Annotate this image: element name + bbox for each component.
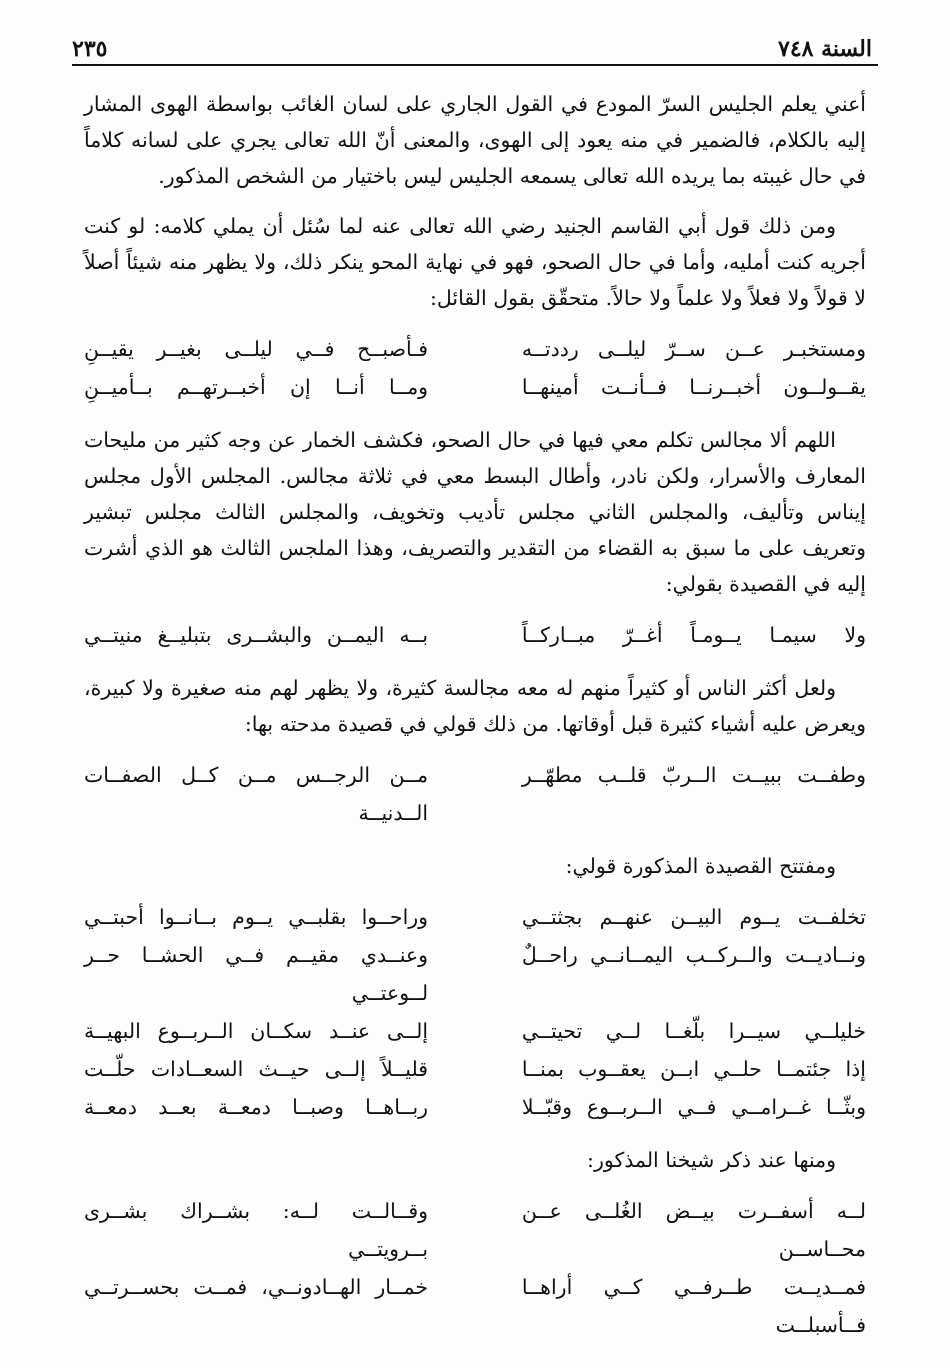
verse-second-hemistich: إلــى عنــد سكــان الــربــوع البهيــة: [84, 1019, 429, 1043]
paragraph-1: أعني يعلم الجليس السرّ المودع في القول الجاري على لسان الغائب بواسطة الهوى المشار إليه بالكلام، فالضمير في منه يعود إلى الهوى، والمعنى أنّ الله تعالى يجري على لسانه كلاماً في حال غيبته بما يريده الله تعالى يسمعه الجليس ليس باختيار من الشخص المذكور.: [84, 92, 866, 188]
verse-line: [84, 330, 866, 368]
verse-first-hemistich: فمــديــت طــرفــي كــي أراهــا فــأسبلــت: [521, 1275, 866, 1337]
paragraph-4: ولعل أكثر الناس أو كثيراً منهم له معه مجالسة كثيرة، ولا يظهر لهم منه صغيرة ولا كبيرة، ويعرض عليه أشياء كثيرة قبل أوقاتها. من ذلك قولي في قصيدة مدحته بها:: [84, 676, 866, 736]
verse-line: [84, 1088, 866, 1126]
verse-group-5: [84, 1192, 866, 1344]
page-number: ٢٣٥: [72, 36, 108, 62]
verse-second-hemistich: ربــاهــا وصبــا دمعــة بعــد دمعــة: [84, 1095, 429, 1119]
page-body: [84, 86, 866, 1360]
verse-second-hemistich: مــن الرجــس مــن كــل الصفــات الــدنيــة: [84, 763, 429, 825]
verse-second-hemistich: ومــا أنــا إن أخبــرتهــم بــأميــنِ: [84, 375, 429, 399]
verse-first-hemistich: خليلــي سيــرا بلّغــا لــي تحيتــي: [521, 1019, 866, 1043]
verse-line: [84, 1012, 866, 1050]
verse-line: [84, 1192, 866, 1268]
paragraph-5: ومفتتح القصيدة المذكورة قولي:: [565, 854, 836, 878]
verse-second-hemistich: فـأصبــح فــي ليلــى بغيــر يقيــنِ: [84, 337, 429, 361]
verse-group-3: [84, 756, 866, 832]
verse-first-hemistich: ولا سيمـا يــومـاً أغــرّ مبــاركــاً: [521, 623, 866, 647]
verse-first-hemistich: ومستخبـر عــن ســرّ ليلــى رددتــه: [521, 337, 866, 361]
paragraph-2: ومن ذلك قول أبي القاسم الجنيد رضي الله تعالى عنه لما سُئل أن يملي كلامه: لو كنت أجريه كنت أمليه، وأما في حال الصحو، فهو في نهاية المحو ينكر ذلك، ولا يظهر منه شيئاً أصلاً لا قولاً ولا فعلاً ولا علماً ولا حالاً. متحقّق بقول القائل:: [84, 214, 866, 310]
verse-first-hemistich: يقــولــون أخبــرنــا فــأنــت أمينهــا: [521, 375, 866, 399]
verse-first-hemistich: وبثّــا غــرامــي فــي الــربــوع وقبّــلا: [521, 1095, 866, 1119]
page-header: [72, 24, 872, 62]
verse-first-hemistich: لــه أسفــرت بيــض الغُلــى عــن محــاســن: [521, 1199, 866, 1261]
verse-second-hemistich: وقــالــت لــه: بشــراك بشــرى بــرويتــي: [84, 1199, 429, 1261]
running-head-year: السنة ٧٤٨: [778, 36, 872, 62]
verse-group-4: [84, 898, 866, 1126]
header-rule: [72, 64, 878, 66]
verse-first-hemistich: وطفــت ببيــت الــربّ قلــب مطهّــر: [521, 763, 866, 787]
verse-first-hemistich: إذا جئتمــا حلــي ابــن يعقــوب بمنــا: [521, 1057, 866, 1081]
paragraph-3: اللهم ألا مجالس تكلم معي فيها في حال الصحو، فكشف الخمار عن وجه كثير من مليحات المعارف والأسرار، ولكن نادر، وأطال البسط معي في ثلاثة مجالس. المجلس الأول مجلس إيناس وتأليف، والمجلس الثاني مجلس تأديب وتخويف، والمجلس الثالث مجلس تبشير وتعريف على ما سبق به القضاء من التقدير والتصريف، وهذا الملجس الثالث هو الذي أشرت إليه في القصيدة بقولي:: [84, 428, 866, 596]
paragraph-6: ومنها عند ذكر شيخنا المذكور:: [587, 1148, 836, 1172]
verse-line: [84, 898, 866, 936]
verse-line: [84, 1268, 866, 1344]
verse-line: [84, 368, 866, 406]
verse-line: [84, 756, 866, 832]
verse-second-hemistich: وعنــدي مقيــم فــي الحشــا حــر لــوعتــي: [84, 943, 429, 1005]
verse-first-hemistich: ونــاديــت والــركــب اليمــانــي راحــلٌ: [521, 943, 866, 967]
verse-second-hemistich: وراحــوا بقلبــي يــوم بــانــوا أحبتــي: [84, 905, 429, 929]
verse-line: [84, 936, 866, 1012]
verse-second-hemistich: قليــلاً إلــى حيــث السعــادات حلّــت: [84, 1057, 429, 1081]
verse-line: [84, 616, 866, 654]
verse-second-hemistich: خمــار الهــادونــي، فمــت بحســرتــي: [84, 1275, 429, 1299]
verse-line: [84, 1050, 866, 1088]
verse-first-hemistich: تخلفــت يــوم البيــن عنهــم بجثتــي: [521, 905, 866, 929]
verse-group-1: [84, 330, 866, 406]
verse-group-2: [84, 616, 866, 654]
verse-second-hemistich: بــه اليمــن والبشــرى بتبليــغ منيتــي: [84, 623, 429, 647]
